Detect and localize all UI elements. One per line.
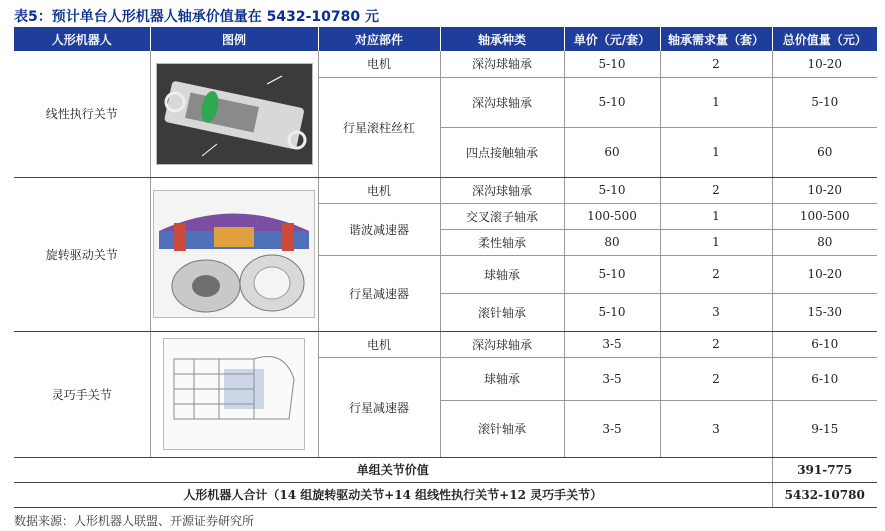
quantity-cell: 1 — [660, 229, 772, 255]
total-value-cell: 10-20 — [772, 177, 877, 203]
unit-price-cell: 5-10 — [564, 293, 660, 331]
total-value-cell: 80 — [772, 229, 877, 255]
bearing-type-cell: 深沟球轴承 — [440, 77, 564, 127]
unit-price-cell: 5-10 — [564, 255, 660, 293]
part-cell: 行星减速器 — [318, 357, 440, 457]
unit-price-cell: 3-5 — [564, 331, 660, 357]
single-joint-value: 391-775 — [772, 457, 877, 482]
dexterous-hand-image — [163, 338, 305, 450]
header-row — [14, 27, 877, 51]
col-header-quantity: 轴承需求量（套） — [660, 27, 772, 51]
total-value-cell: 6-10 — [772, 357, 877, 400]
part-cell: 电机 — [318, 177, 440, 203]
unit-price-cell: 5-10 — [564, 177, 660, 203]
unit-price-cell: 3-5 — [564, 357, 660, 400]
bearing-type-cell: 深沟球轴承 — [440, 51, 564, 77]
joint-name-cell: 灵巧手关节 — [14, 331, 150, 457]
total-value-cell: 6-10 — [772, 331, 877, 357]
quantity-cell: 2 — [660, 255, 772, 293]
unit-price-cell: 3-5 — [564, 400, 660, 457]
table-row — [14, 51, 877, 77]
total-value-cell: 100-500 — [772, 203, 877, 229]
quantity-cell: 1 — [660, 203, 772, 229]
total-value-cell: 9-15 — [772, 400, 877, 457]
robot-total-row — [14, 482, 877, 507]
figure-cell — [150, 331, 318, 457]
bearing-type-cell: 柔性轴承 — [440, 229, 564, 255]
bearing-type-cell: 深沟球轴承 — [440, 331, 564, 357]
part-cell: 电机 — [318, 51, 440, 77]
table-row — [14, 177, 877, 203]
col-header-part: 对应部件 — [318, 27, 440, 51]
robot-total-label: 人形机器人合计（14 组旋转驱动关节+14 组线性执行关节+12 灵巧手关节） — [14, 482, 772, 507]
quantity-cell: 1 — [660, 127, 772, 177]
joint-name-cell: 线性执行关节 — [14, 51, 150, 177]
bearing-type-cell: 交叉滚子轴承 — [440, 203, 564, 229]
total-value-cell: 10-20 — [772, 255, 877, 293]
quantity-cell: 2 — [660, 177, 772, 203]
figure-cell — [150, 177, 318, 331]
unit-price-cell: 60 — [564, 127, 660, 177]
bearing-type-cell: 深沟球轴承 — [440, 177, 564, 203]
col-header-bearing-type: 轴承种类 — [440, 27, 564, 51]
col-header-robot: 人形机器人 — [14, 27, 150, 51]
bearing-value-table — [14, 27, 877, 508]
total-value-cell: 5-10 — [772, 77, 877, 127]
total-value-cell: 15-30 — [772, 293, 877, 331]
bearing-type-cell: 球轴承 — [440, 357, 564, 400]
unit-price-cell: 5-10 — [564, 51, 660, 77]
quantity-cell: 3 — [660, 293, 772, 331]
total-value-cell: 10-20 — [772, 51, 877, 77]
bearing-type-cell: 滚针轴承 — [440, 400, 564, 457]
data-source-note: 数据来源：人形机器人联盟、开源证券研究所 — [14, 514, 255, 528]
bearing-type-cell: 球轴承 — [440, 255, 564, 293]
figure-cell — [150, 51, 318, 177]
single-joint-value-label: 单组关节价值 — [14, 457, 772, 482]
rotary-joint-image — [153, 190, 315, 318]
part-cell: 行星滚柱丝杠 — [318, 77, 440, 177]
table-title: 表5：预计单台人形机器人轴承价值量在 5432-10780 元 — [14, 9, 379, 25]
quantity-cell: 3 — [660, 400, 772, 457]
quantity-cell: 2 — [660, 51, 772, 77]
part-cell: 电机 — [318, 331, 440, 357]
linear-actuator-image — [156, 63, 313, 165]
part-cell: 谐波减速器 — [318, 203, 440, 255]
part-cell: 行星减速器 — [318, 255, 440, 331]
quantity-cell: 2 — [660, 331, 772, 357]
single-joint-value-row — [14, 457, 877, 482]
joint-name-cell: 旋转驱动关节 — [14, 177, 150, 331]
col-header-figure: 图例 — [150, 27, 318, 51]
total-value-cell: 60 — [772, 127, 877, 177]
unit-price-cell: 80 — [564, 229, 660, 255]
bearing-type-cell: 四点接触轴承 — [440, 127, 564, 177]
unit-price-cell: 100-500 — [564, 203, 660, 229]
table-row — [14, 331, 877, 357]
quantity-cell: 1 — [660, 77, 772, 127]
col-header-total-value: 总价值量（元） — [772, 27, 877, 51]
robot-total-value: 5432-10780 — [772, 482, 877, 507]
bearing-type-cell: 滚针轴承 — [440, 293, 564, 331]
quantity-cell: 2 — [660, 357, 772, 400]
unit-price-cell: 5-10 — [564, 77, 660, 127]
col-header-unit-price: 单价（元/套） — [564, 27, 660, 51]
